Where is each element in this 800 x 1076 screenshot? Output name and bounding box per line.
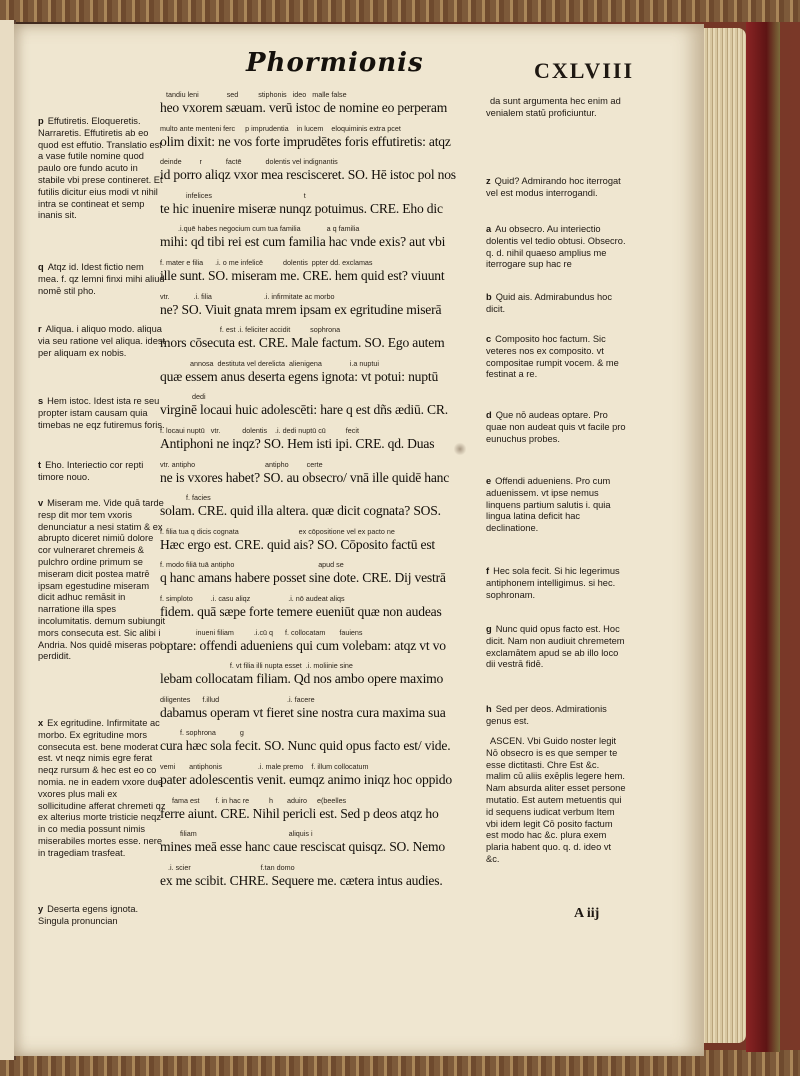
commentary-note [38, 498, 166, 663]
note-key: d [486, 410, 492, 420]
verse-line: ne is vxores habet? SO. au obsecro/ vnā ille quidē hanc [160, 469, 450, 485]
note-key: p [38, 116, 44, 126]
note-key: h [486, 704, 492, 714]
verse-line: te hic inuenire miseræ nunqz potuimus. CRE. Eho dic [160, 200, 443, 216]
note-text: Nunc quid opus facto est. Hoc dicit. Nam non audiuit chremetem exclamātem apud se ab illo loco dii vestrā fidē. [486, 624, 625, 670]
note-text: Aliqua. i aliquo modo. aliqua via seu ratione vel aliqua. idest per aliquam ex nobis. [38, 324, 166, 358]
decorative-border-top [0, 0, 800, 22]
interlinear-gloss: f. sophrona g [160, 728, 244, 738]
folio-number: CXLVIII [534, 58, 635, 83]
interlinear-gloss: f. est .i. feliciter accidit sophrona [160, 325, 341, 335]
interlinear-gloss: vemi antiphonis .i. male premo f. illum collocatum [160, 762, 369, 771]
interlinear-gloss: deinde r factē dolentis vel indignantis [160, 157, 338, 167]
interlinear-gloss: f. mater e filia .i. o me infelicē dolentis ppter dd. exclamas [160, 258, 373, 267]
note-key: s [38, 396, 44, 406]
ink-blot [454, 442, 466, 456]
interlinear-gloss: f. simploto .i. casu aliqz .i. nō audeat aliqs [160, 594, 345, 603]
commentary-note [486, 736, 626, 866]
commentary-note [38, 718, 166, 860]
interlinear-gloss: .i.quē habes negocium cum tua familia a q familia [160, 224, 360, 234]
note-key: c [486, 334, 492, 344]
verse-line: heo vxorem sæuam. verū istoc de nomine eo perperam [160, 100, 448, 115]
interlinear-gloss: f. locaui nuptū vtr. dolentis .i. dedi nuptū cū fecit [160, 426, 359, 435]
note-text: Que nō audeas optare. Pro quae non audeat quis vt facile pro eunuchus probes. [486, 410, 626, 444]
verse-line: Antiphoni ne inqz? SO. Hem isti ipi. CRE. qd. Duas [160, 436, 435, 451]
commentary-note [486, 624, 626, 671]
verse-line: mihi: qd tibi rei est cum familia hac vnde exis? aut vbi [160, 234, 446, 250]
commentary-note [486, 176, 626, 200]
note-text: Sed per deos. Admirationis genus est. [486, 704, 607, 726]
verse-line: mors cōsecuta est. CRE. Male factum. SO. Ego autem [160, 335, 445, 351]
verse-line: virginē locaui huic adolescēti: hare q est dñs ædiū. CR. [160, 402, 448, 418]
verse-line: ne? SO. Viuit gnata mrem ipsam ex egritudine miserā [160, 301, 442, 317]
verse-line: fidem. quā sæpe forte temere eueniūt quæ non audeas [160, 604, 442, 619]
note-text: Quid? Admirando hoc iterrogat vel est modus interrogandi. [486, 176, 621, 198]
note-key: q [38, 262, 44, 272]
interlinear-gloss: f. vt filia illi nupta esset .i. moliinie sine [160, 661, 353, 671]
interlinear-gloss: f. facies [160, 493, 211, 503]
note-text: Composito hoc factum. Sic veteres nos ex composito. vt compositae rumpit vocem. & me festinat a re. [486, 334, 619, 380]
signature-mark: A iij [574, 906, 600, 921]
commentary-note [486, 566, 626, 601]
verse-line: optare: offendi adueniens qui cum volebam: atqz vt vo [160, 637, 446, 653]
note-text: Atqz id. Idest fictio nem mea. f. qz lemni finxi mihi aliud nomē stil pho. [38, 262, 165, 296]
note-key: y [38, 904, 44, 914]
page-edges [700, 28, 746, 1043]
commentary-note [38, 262, 166, 297]
verse-line: Hæc ergo est. CRE. quid ais? SO. Cōposito factū est [160, 536, 435, 552]
note-text: Eho. Interiectio cor repti timore nouo. [38, 460, 144, 482]
book-page [14, 24, 704, 1056]
interlinear-gloss: inueni filiam .i.cū q f. collocatam fauiens [160, 627, 363, 637]
commentary-note [486, 476, 626, 535]
interlinear-gloss: f. modo filiā tuā antipho apud se [160, 560, 344, 570]
note-text: Hem istoc. Idest ista re seu propter istam causam quia timebas ne eqz futiremus foris. [38, 396, 165, 430]
commentary-note [486, 334, 626, 381]
interlinear-gloss: tandiu leni sed stiphonis ideo malle false [160, 90, 347, 99]
verse-line: pater adolescentis venit. eumqz animo iniqz hoc oppido [160, 772, 452, 787]
running-title: Phormionis [246, 48, 424, 78]
verse-line: ille sunt. SO. miseram me. CRE. hem quid est? viuunt [160, 268, 445, 283]
note-text: Quid ais. Admirabundus hoc dicit. [486, 292, 612, 314]
verse-line: cura hæc sola fecit. SO. Nunc quid opus facto est/ vide. [160, 738, 451, 754]
commentary-note [486, 410, 626, 445]
note-key: f [486, 566, 490, 576]
note-text: Offendi adueniens. Pro cum aduenissem. vt ipse nemus linquens partium salutis i. quia lingua latina deficit hac declinatione. [486, 476, 611, 534]
note-key: z [486, 176, 491, 186]
interlinear-gloss: filiam aliquis i [160, 829, 313, 839]
book-spine [746, 22, 780, 1052]
verse-line: quæ essem anus deserta egens ignota: vt potui: nuptū [160, 368, 439, 384]
note-text: Ex egritudine. Infirmitate ac morbo. Ex egritudine mors consecuta est. bene moderat est. vt neqz nimis egre ferat neqz rursum & hec est eo co nomia. ne in eadem vxore due vxores plus mali ex sollicitudine afferat chremeti qz ex alterius morte tristicie neqz in co media possunt nimis miserabiles mortes esse. nere in tragediam trasfeat. [38, 718, 166, 858]
note-key: v [38, 498, 44, 508]
note-text: Hec sola fecit. Si hic legerimus antiphonem intelligimus. si hec. sophronam. [486, 566, 620, 600]
note-text: Deserta egens ignota. Singula pronuncian [38, 904, 139, 926]
commentary-note [486, 704, 626, 728]
verse-line: q hanc amans habere posset sine dote. CRE. Dij vestrā [160, 570, 446, 586]
interlinear-gloss: vtr. .i. filia .i. infirmitate ac morbo [160, 291, 335, 301]
verse-line: id porro aliqz vxor mea rescisceret. SO. Hē istoc pol nos [160, 167, 456, 183]
note-key: e [486, 476, 492, 486]
verse-line: solam. CRE. quid illa altera. quæ dicit cognata? SOS. [160, 503, 441, 519]
verse-line: ex me scibit. CHRE. Sequere me. cætera intus audies. [160, 872, 443, 888]
interlinear-gloss: .i. scier f.tan domo [160, 862, 295, 872]
interlinear-gloss: f. filia tua q dicis cognata ex cōpositione vel ex pacto ne [160, 526, 395, 536]
commentary-note [38, 396, 166, 431]
interlinear-gloss: dedi [160, 392, 206, 402]
commentary-note [486, 292, 626, 316]
commentary-note [38, 460, 166, 484]
commentary-note [486, 96, 626, 120]
note-text: Miseram me. Vide quā tarde resp dit mor tem vxoris denunciatur a nesi statim & ex abrupto diceret nimiū dolore cor vulneraret chremeis & pulchro ordine primum se miseram dicit postea matrē ipsam egestudine miseram dicit adhuc remāsit in narratione illa spes incolumitatis. demum subiungit mors consecuta est. Sic alibi i Andria. Nos quidē miseras pol perdidit. [38, 498, 166, 662]
interlinear-gloss: multo ante menteni ferc p imprudentia in lucem eloquiminis extra pcet [160, 123, 401, 133]
note-key: b [486, 292, 492, 302]
note-text: da sunt argumenta hec enim ad venialem statū proficiuntur. [486, 96, 621, 118]
note-key: a [486, 224, 492, 234]
note-key: x [38, 718, 44, 728]
interlinear-gloss: fama est f. in hac re h aduiro e(beelles [160, 795, 347, 805]
commentary-note [38, 324, 166, 359]
commentary-note [38, 116, 166, 222]
verse-line: ferre aiunt. CRE. Nihil pericli est. Sed p deos atqz ho [160, 805, 439, 821]
verse-line: mines meā esse hanc caue resciscat quisqz. SO. Nemo [160, 839, 445, 855]
note-text: Au obsecro. Au interiectio dolentis vel tedio obtusi. Obsecro. q. d. nihil quaeso amplius me iterrogare sup hac re [486, 224, 626, 270]
note-key: r [38, 324, 42, 334]
verse-line: olim dixit: ne vos forte imprudētes foris effutiretis: atqz [160, 133, 451, 149]
interlinear-gloss: diligentes f.illud .i. facere [160, 694, 315, 704]
note-text: ASCEN. Vbi Guido noster legit Nō obsecro is es que semper te esse dictitasti. Chre Est &c. malim cū aliis exēplis legere hem. Nam absurda aliter esset persone mutatio. Est autem metuentis qui id sequens iudicat verbum Item vbi idem legit Cō posito factum est modo hac &c. plura exem plaria habent quo. q. d. ideo vt &c. [486, 736, 626, 864]
note-key: g [486, 624, 492, 634]
interlinear-gloss: annosa destituta vel derelicta alienigena i.a nuptui [160, 358, 379, 368]
verse-line: lebam collocatam filiam. Qd nos ambo opere maximo [160, 671, 444, 687]
note-text: Effutiretis. Eloqueretis. Narraretis. Effutiretis ab eo quod est effutio. Translatio est a vase futile nomine quod paulo ore fundo acuto in stabile vbi prese contineret. Et futilis dicitur eius modi vt nihil intra se contineat et semp inanis sit. [38, 116, 163, 221]
commentary-note [486, 224, 626, 271]
note-key: t [38, 460, 42, 470]
commentary-note [38, 904, 166, 928]
verse-line: dabamus operam vt fieret sine nostra cura maxima sua [160, 704, 446, 720]
interlinear-gloss: vtr. antipho antipho certe [160, 459, 323, 469]
interlinear-gloss: infelices t [160, 190, 306, 200]
